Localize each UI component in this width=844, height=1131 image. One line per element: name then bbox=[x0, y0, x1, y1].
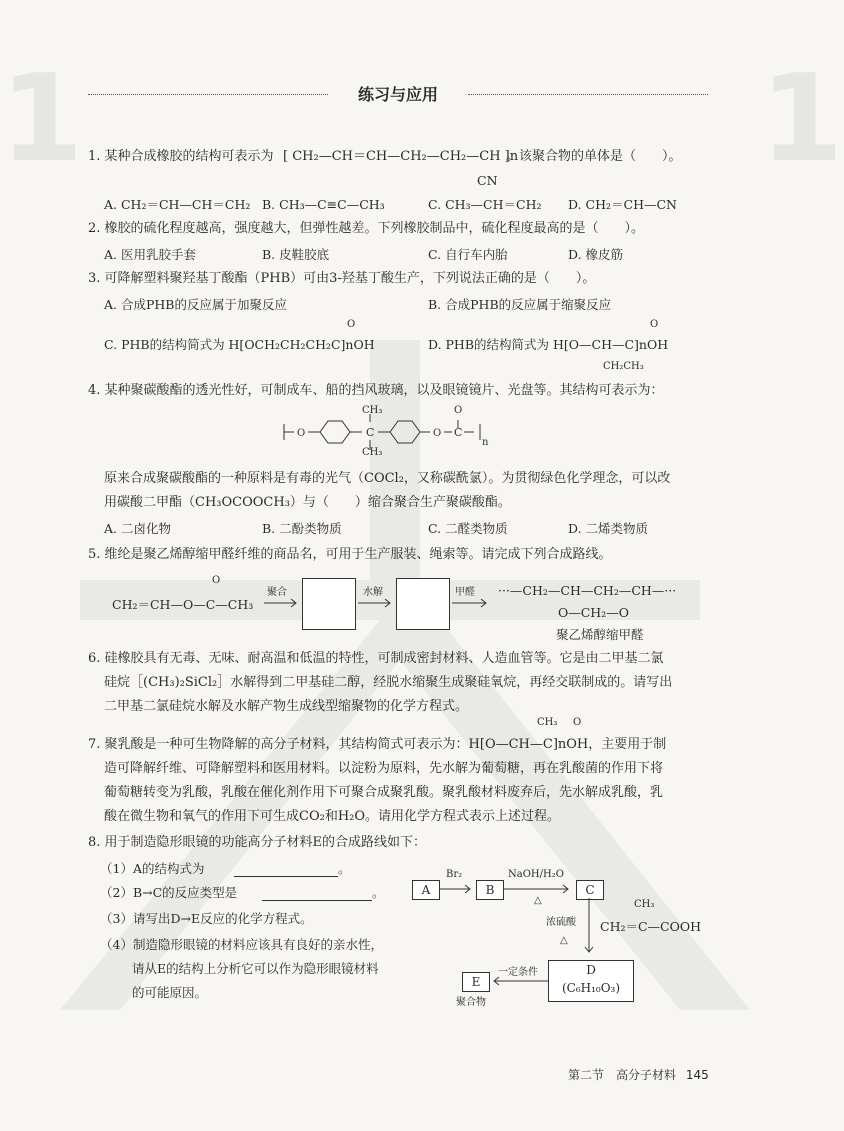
q8-node-a-label: A bbox=[421, 883, 431, 897]
q3-option-c: C. PHB的结构简式为 H[OCH₂CH₂CH₂C]nOH bbox=[104, 337, 375, 352]
q7-line1: 7. 聚乳酸是一种可生物降解的高分子材料，其结构简式可表示为：H[O—CH—C]nOH，主要用于制 bbox=[88, 737, 667, 752]
q1-structure: [ CH₂—CH＝CH—CH₂—CH₂—CH ]n bbox=[283, 149, 519, 164]
q3-c-carbonyl-o: O bbox=[347, 319, 356, 330]
watermark-right: 1 bbox=[760, 50, 844, 189]
q3-d-ethyl: CH₂CH₃ bbox=[603, 361, 644, 372]
q8-node-c bbox=[576, 880, 604, 900]
q1-option-a: A. CH₂＝CH—CH＝CH₂ bbox=[104, 197, 251, 212]
q3-d-carbonyl-o: O bbox=[650, 319, 659, 330]
q4-stem: 4. 某种聚碳酸酯的透光性好，可制成车、船的挡风玻璃，以及眼镜镜片、光盘等。其结构可表示为： bbox=[88, 383, 664, 398]
q1-option-b: B. CH₃—C≡C—CH₃ bbox=[262, 197, 385, 212]
q8-sub2-blank[interactable] bbox=[262, 900, 372, 901]
q1-tail: 。该聚合物的单体是（ ）。 bbox=[506, 149, 682, 164]
q8-sub1-blank[interactable] bbox=[234, 876, 338, 877]
q4-body-line2: 用碳酸二甲酯（CH₃OCOOCH₃）与（ ）缩合聚合生产聚碳酸酯。 bbox=[104, 495, 511, 510]
q8-stem: 8. 用于制造隐形眼镜的功能高分子材料E的合成路线如下： bbox=[88, 835, 427, 850]
q7-methyl: CH₃ bbox=[537, 717, 558, 728]
q4-option-b: B. 二酚类物质 bbox=[262, 521, 342, 536]
q8-node-e-label: E bbox=[471, 975, 481, 989]
q5-arrow1-label: 聚合 bbox=[267, 587, 287, 598]
q8-naoh-label: NaOH/H₂O bbox=[508, 869, 564, 880]
q5-product: ···—CH₂—CH—CH₂—CH—··· bbox=[498, 583, 677, 598]
q2-option-c: C. 自行车内胎 bbox=[428, 247, 508, 262]
q8-sub2: （2）B→C的反应类型是 bbox=[100, 885, 238, 900]
q5-product-name: 聚乙烯醇缩甲醛 bbox=[556, 627, 644, 642]
q5-arrow1 bbox=[264, 598, 302, 608]
q5-start-monomer: CH₂＝CH—O—C—CH₃ bbox=[112, 597, 254, 612]
q8-sub1: （1）A的结构式为 bbox=[100, 861, 205, 876]
q8-arrow-d-e bbox=[488, 976, 548, 986]
svg-text:C: C bbox=[366, 426, 375, 439]
q6-line3: 二甲基二氯硅烷水解及水解产物生成线型缩聚物的化学方程式。 bbox=[104, 699, 469, 714]
q8-node-d-formula: (C₆H₁₀O₃) bbox=[561, 981, 621, 995]
q2-option-a: A. 医用乳胶手套 bbox=[104, 247, 196, 262]
q8-node-d bbox=[548, 960, 634, 1002]
page-footer bbox=[568, 1066, 709, 1083]
q8-sub2-period: 。 bbox=[372, 885, 385, 900]
q2-option-b: B. 皮鞋胶底 bbox=[262, 247, 330, 262]
q4-option-c: C. 二醛类物质 bbox=[428, 521, 508, 536]
q8-condition-label: 一定条件 bbox=[498, 967, 538, 978]
q7-line2: 造可降解纤维、可降解塑料和医用材料。以淀粉为原料，先水解为葡萄糖，再在乳酸菌的作用下将 bbox=[104, 761, 664, 776]
q2-option-d: D. 橡皮筋 bbox=[568, 247, 624, 262]
q7-line3: 葡萄糖转变为乳酸，乳酸在催化剂作用下可聚合成聚乳酸。聚乳酸材料废弃后，先水解成乳酸，乳 bbox=[104, 785, 664, 800]
q8-sub3: （3）请写出D→E反应的化学方程式。 bbox=[100, 911, 313, 926]
svg-text:C: C bbox=[454, 426, 463, 439]
q5-stem: 5. 维纶是聚乙烯醇缩甲醛纤维的商品名，可用于生产服装、绳索等。请完成下列合成路线。 bbox=[88, 547, 612, 562]
q8-arrow-a-b bbox=[440, 884, 476, 894]
q1-substituent: CN bbox=[477, 173, 498, 188]
q5-blank-box-2[interactable] bbox=[396, 578, 450, 630]
q3-option-d: D. PHB的结构简式为 H[O—CH—C]nOH bbox=[428, 337, 669, 352]
q8-arrow-c-d bbox=[584, 898, 594, 958]
q4-option-a: A. 二卤化物 bbox=[104, 521, 171, 536]
q8-sub4-line1: （4）制造隐形眼镜的材料应该具有良好的亲水性， bbox=[100, 937, 383, 952]
q7-line4: 酸在微生物和氧气的作用下可生成CO₂和H₂O。请用化学方程式表示上述过程。 bbox=[104, 809, 561, 824]
q4-methyl-top: CH₃ bbox=[362, 405, 383, 416]
q8-acid-structure: CH₂＝C—COOH bbox=[600, 919, 702, 934]
q8-polymer-label: 聚合物 bbox=[456, 997, 486, 1008]
q8-heat-1: △ bbox=[534, 895, 542, 906]
q6-line2: 硅烷［(CH₃)₂SiCl₂］水解得到二甲基硅二醇，经脱水缩聚生成聚硅氧烷，再经交联制成的。请写出 bbox=[104, 675, 673, 690]
q8-br2-label: Br₂ bbox=[446, 869, 463, 880]
q8-sub4-line3: 的可能原因。 bbox=[132, 985, 208, 1000]
q8-heat-2: △ bbox=[560, 935, 568, 946]
q1-stem: 1. 某种合成橡胶的结构可表示为 bbox=[88, 149, 274, 164]
q8-node-d-label: D bbox=[586, 963, 596, 977]
q5-arrow3 bbox=[452, 598, 492, 608]
q5-arrow2 bbox=[358, 598, 396, 608]
q5-product-bridge: O—CH₂—O bbox=[558, 605, 629, 620]
q3-stem: 3. 可降解塑料聚羟基丁酸酯（PHB）可由3-羟基丁酸生产，下列说法正确的是（ ）。 bbox=[88, 271, 596, 286]
watermark-left: 1 bbox=[0, 50, 84, 189]
q8-sub4-line2: 请从E的结构上分析它可以作为隐形眼镜材料 bbox=[132, 961, 379, 976]
q3-option-b: B. 合成PHB的反应属于缩聚反应 bbox=[428, 297, 612, 312]
q5-arrow3-label: 甲醛 bbox=[455, 587, 475, 598]
footer-section: 第二节 高分子材料 bbox=[568, 1068, 677, 1082]
q8-node-e bbox=[462, 972, 490, 992]
q7-carbonyl-o: O bbox=[573, 717, 582, 728]
q4-option-d: D. 二烯类物质 bbox=[568, 521, 649, 536]
q1-option-c: C. CH₃—CH＝CH₂ bbox=[428, 197, 542, 212]
q4-methyl-bottom: CH₃ bbox=[362, 447, 383, 458]
q5-arrow2-label: 水解 bbox=[363, 587, 383, 598]
q4-carbonyl-o: O bbox=[454, 405, 463, 416]
q8-acid-methyl: CH₃ bbox=[634, 899, 655, 910]
q8-node-b-label: B bbox=[485, 883, 495, 897]
svg-text:O: O bbox=[433, 428, 442, 439]
q5-carbonyl-o: O bbox=[212, 575, 221, 586]
q6-line1: 6. 硅橡胶具有无毒、无味、耐高温和低温的特性，可制成密封材料、人造血管等。它是由二甲基二氯 bbox=[88, 651, 664, 666]
q8-sub1-period: 。 bbox=[338, 861, 351, 876]
q8-node-a bbox=[412, 880, 440, 900]
q2-stem: 2. 橡胶的硫化程度越高，强度越大，但弹性越差。下列橡胶制品中，硫化程度最高的是（ ）。 bbox=[88, 221, 645, 236]
q5-blank-box-1[interactable] bbox=[302, 578, 356, 630]
section-title: 练习与应用 bbox=[357, 85, 438, 104]
q1-option-d: D. CH₂＝CH—CN bbox=[568, 197, 677, 212]
q8-node-b bbox=[476, 880, 504, 900]
svg-text:O: O bbox=[297, 428, 306, 439]
q3-option-a: A. 合成PHB的反应属于加聚反应 bbox=[104, 297, 287, 312]
section-header bbox=[88, 82, 708, 106]
q8-node-c-label: C bbox=[585, 883, 595, 897]
q4-body-line1: 原来合成聚碳酸酯的一种原料是有毒的光气（COCl₂，又称碳酰氯）。为贯彻绿色化学理念，可以改 bbox=[104, 471, 671, 486]
q8-conc-h2so4: 浓硫酸 bbox=[546, 917, 576, 928]
q4-subscript-n: n bbox=[482, 437, 489, 448]
page-number: 145 bbox=[685, 1068, 709, 1082]
